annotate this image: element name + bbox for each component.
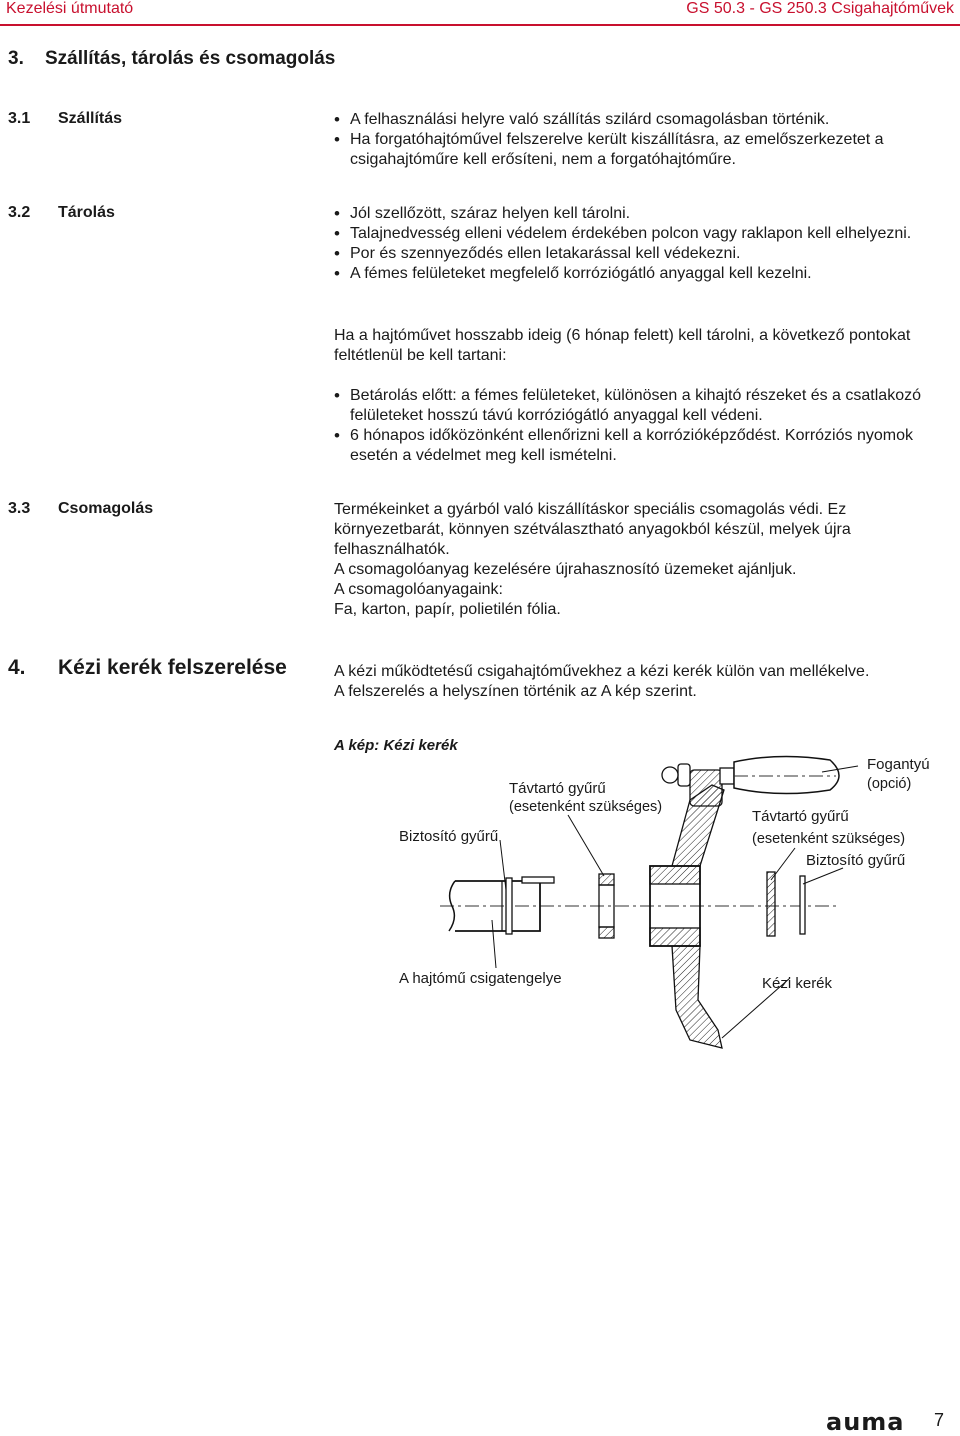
- header-manual-title: Kezelési útmutató: [6, 0, 134, 17]
- label-worm-shaft: A hajtómű csigatengelye: [399, 970, 562, 987]
- packaging-recycle: A csomagolóanyag kezelésére újrahasznosító üzemeket ajánljuk.: [334, 561, 797, 578]
- bullet-item: • Betárolás előtt: a fémes felületeket, különösen a kihajtó részeket és a csatlakozó felületeket hosszú távú korróziógátló anyaggal kell védeni.: [334, 386, 944, 426]
- figure-caption: A kép: Kézi kerék: [334, 737, 458, 754]
- label-circlip-2: Biztosító gyűrű: [806, 852, 906, 869]
- handwheel-mounting: A felszerelés a helyszínen történik az A kép szerint.: [334, 683, 697, 700]
- bullet-item: • A felhasználási helyre való szállítás szilárd csomagolásban történik.: [334, 110, 944, 130]
- section-3-3-number: 3.3: [8, 500, 31, 517]
- shaft-circlip: [506, 878, 512, 934]
- label-handle: Fogantyú: [867, 756, 930, 773]
- label-spacer-ring-1: Távtartó gyűrű: [509, 780, 606, 797]
- auma-logo: auma: [826, 1408, 905, 1436]
- section-3-1-title: Szállítás: [58, 110, 123, 127]
- long-storage-paragraph: Ha a hajtóművet hosszabb ideig (6 hónap felett) kell tárolni, a következő pontokat feltétlenül be kell tartani:: [334, 327, 911, 364]
- worm-shaft: [449, 877, 554, 934]
- handwheel-paragraph: A kézi működtetésű csigahajtóművekhez a kézi kerék külön van mellékelve.: [334, 663, 870, 680]
- section-4-number: 4.: [8, 656, 26, 679]
- bullet-item: • Jól szellőzött, száraz helyen kell tárolni.: [334, 204, 944, 224]
- label-spacer-ring-1-note: (esetenként szükséges): [509, 799, 663, 815]
- bullet-item: • Por és szennyeződés ellen letakarással kell védekezni.: [334, 244, 944, 264]
- circlip-2: [800, 876, 805, 934]
- section-3-2-title: Tárolás: [58, 204, 115, 221]
- label-circlip-1: Biztosító gyűrű: [399, 828, 499, 845]
- bullet-item: • A fémes felületeket megfelelő korróziógátló anyaggal kell kezelni.: [334, 264, 944, 284]
- bullet-item: • 6 hónapos időközönként ellenőrizni kell a korrózióképződést. Korróziós nyomok esetén a védelmet meg kell ismételni.: [334, 426, 944, 466]
- label-spacer-ring-2-note: (esetenként szükséges): [752, 831, 906, 847]
- header-product-title: GS 50.3 - GS 250.3 Csigahajtóművek: [686, 0, 954, 17]
- section-3-2-number: 3.2: [8, 204, 31, 221]
- section-4-title: Kézi kerék felszerelése: [58, 656, 287, 679]
- label-handle-note: (opció): [867, 776, 912, 792]
- packaging-paragraph: Termékeinket a gyárból való kiszállításkor speciális csomagolás védi. Ez környezetbarát, könnyen szétválasztható anyagokból készül, melyek újra felhasználhatók.: [334, 501, 851, 558]
- section-3-1-number: 3.1: [8, 110, 31, 127]
- shaft-key: [522, 877, 554, 883]
- packaging-materials-label: A csomagolóanyagaink:: [334, 581, 503, 598]
- chapter-title: 3. Szállítás, tárolás és csomagolás: [8, 48, 336, 69]
- handle-grip: [662, 756, 839, 793]
- page-number: 7: [934, 1410, 945, 1430]
- label-handwheel: Kézi kerék: [762, 975, 833, 992]
- bullet-item: • Ha forgatóhajtóművel felszerelve került kiszállításra, az emelőszerkezetet a csigahajtóműre kell erősíteni, nem a forgatóhajtóműre.: [334, 130, 944, 170]
- bullet-item: • Talajnedvesség elleni védelem érdekében polcon vagy raklapon kell elhelyezni.: [334, 224, 944, 244]
- spacer-ring-2: [767, 872, 775, 936]
- packaging-materials: Fa, karton, papír, polietilén fólia.: [334, 601, 561, 618]
- label-spacer-ring-2: Távtartó gyűrű: [752, 808, 849, 825]
- section-3-3-title: Csomagolás: [58, 500, 154, 517]
